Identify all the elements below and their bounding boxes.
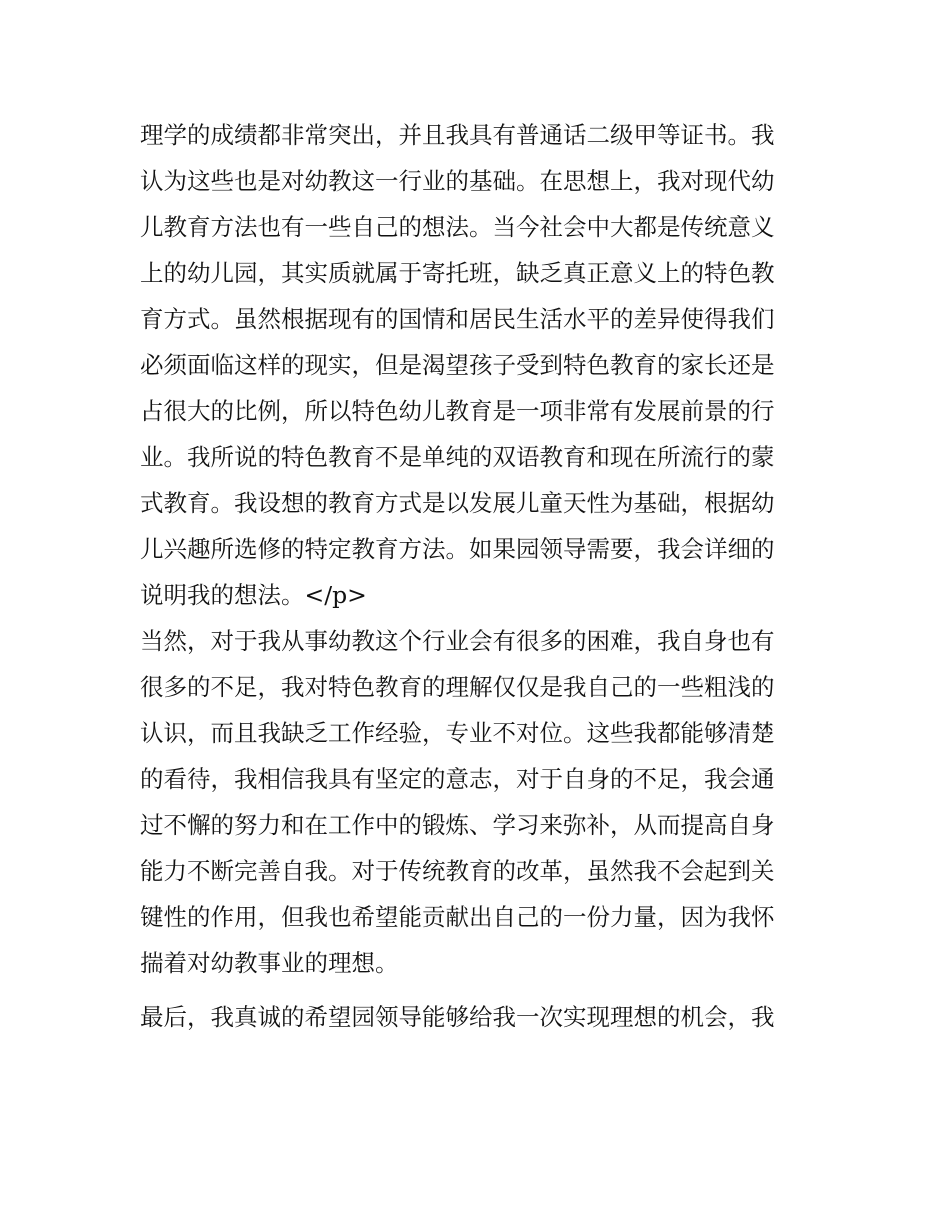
text-line: 当然，对于我从事幼教这个行业会有很多的困难，我自身也有 bbox=[140, 627, 775, 655]
text-line: 必须面临这样的现实，但是渴望孩子受到特色教育的家长还是 bbox=[140, 351, 775, 379]
text-line: 业。我所说的特色教育不是单纯的双语教育和现在所流行的蒙 bbox=[140, 443, 775, 471]
paragraph bbox=[140, 994, 830, 1040]
text-line: 的看待，我相信我具有坚定的意志，对于自身的不足，我会通 bbox=[140, 765, 775, 793]
text-line: 键性的作用，但我也希望能贡献出自己的一份力量，因为我怀 bbox=[140, 903, 775, 931]
text-line: 认识，而且我缺乏工作经验，专业不对位。这些我都能够清楚 bbox=[140, 719, 775, 747]
text-line: 上的幼儿园，其实质就属于寄托班，缺乏真正意义上的特色教 bbox=[140, 259, 775, 287]
document-body bbox=[140, 112, 830, 1040]
text-line: 认为这些也是对幼教这一行业的基础。在思想上，我对现代幼 bbox=[140, 167, 775, 195]
text-line: 儿兴趣所选修的特定教育方法。如果园领导需要，我会详细的 bbox=[140, 535, 775, 563]
text-line: 育方式。虽然根据现有的国情和居民生活水平的差异使得我们 bbox=[140, 305, 775, 333]
text-line: 儿教育方法也有一些自己的想法。当今社会中大都是传统意义 bbox=[140, 213, 775, 241]
text-line: 说明我的想法。</p> bbox=[140, 581, 367, 609]
text-line: 能力不断完善自我。对于传统教育的改革，虽然我不会起到关 bbox=[140, 857, 775, 885]
text-line: 揣着对幼教事业的理想。 bbox=[140, 949, 399, 977]
text-line: 占很大的比例，所以特色幼儿教育是一项非常有发展前景的行 bbox=[140, 397, 775, 425]
paragraph-spacer bbox=[140, 986, 830, 994]
text-line: 很多的不足，我对特色教育的理解仅仅是我自己的一些粗浅的 bbox=[140, 673, 775, 701]
paragraph bbox=[140, 618, 830, 986]
text-line: 过不懈的努力和在工作中的锻炼、学习来弥补，从而提高自身 bbox=[140, 811, 775, 839]
text-line: 最后，我真诚的希望园领导能够给我一次实现理想的机会，我 bbox=[140, 1003, 775, 1031]
text-line: 理学的成绩都非常突出，并且我具有普通话二级甲等证书。我 bbox=[140, 121, 775, 149]
paragraph bbox=[140, 112, 830, 618]
text-line: 式教育。我设想的教育方式是以发展儿童天性为基础，根据幼 bbox=[140, 489, 775, 517]
